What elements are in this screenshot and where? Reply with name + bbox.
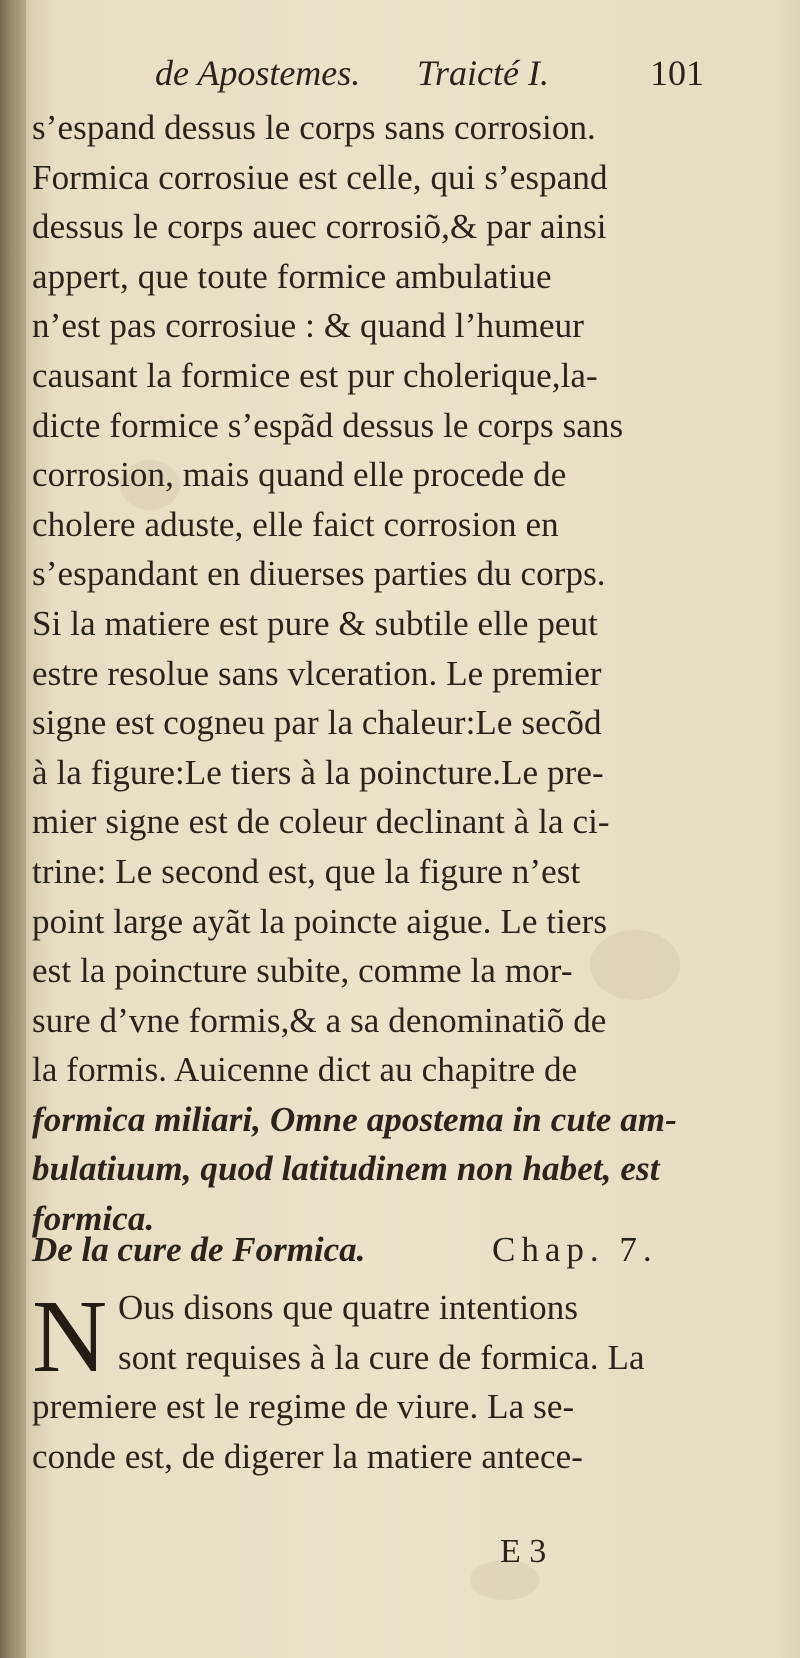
text-line: sont requises à la cure de formica. La: [118, 1337, 645, 1377]
text-line: cholere aduste, elle faict corrosion en: [32, 504, 559, 544]
header-treatise: Traicté I.: [417, 53, 549, 93]
text-line: mier signe est de coleur declinant à la ci-: [32, 802, 610, 842]
text-line: causant la formice est pur cholerique,la-: [32, 355, 598, 395]
text-line: est la poincture subite, comme la mor-: [32, 951, 573, 991]
text-line: dicte formice s’espãd dessus le corps sans: [32, 405, 624, 445]
header-title: de Apostemes.: [155, 53, 361, 93]
paragraph-cure: [32, 1279, 752, 1481]
text-line: appert, que toute formice ambulatiue: [32, 256, 552, 296]
text-line: Formica corrosiue est celle, qui s’espand: [32, 157, 608, 197]
text-line: s’espand dessus le corps sans corrosion.: [32, 108, 596, 147]
text-line: sure d’vne formis,& a sa denominatiõ de: [32, 1000, 607, 1040]
text-line: estre resolue sans vlceration. Le premier: [32, 653, 602, 693]
drop-cap: N: [32, 1279, 108, 1394]
text-line: bulatiuum, quod latitudinem non habet, est: [32, 1149, 660, 1189]
text-line: corrosion, mais quand elle procede de: [32, 455, 567, 495]
text-line: la formis. Auicenne dict au chapitre de: [32, 1050, 578, 1090]
text-line: formica miliari, Omne apostema in cute am-: [32, 1099, 677, 1139]
text-line: trine: Le second est, que la figure n’est: [32, 851, 581, 891]
text-line: n’est pas corrosiue : & quand l’humeur: [32, 306, 584, 346]
signature-mark: E 3: [500, 1533, 547, 1570]
running-header: [155, 52, 755, 102]
chapter-number: Chap. 7.: [492, 1230, 658, 1269]
text-line: à la figure:Le tiers à la poincture.Le pre-: [32, 752, 604, 792]
text-line: Ous disons que quatre intentions: [118, 1288, 579, 1327]
text-line: s’espandant en diuerses parties du corps.: [32, 554, 606, 594]
chapter-heading: [32, 1230, 752, 1280]
paragraph-body: [32, 103, 752, 1244]
book-spine-shadow: [0, 0, 26, 1658]
text-line: premiere est le regime de viure. La se-: [32, 1387, 575, 1427]
page-number: 101: [650, 53, 704, 93]
text-line: conde est, de digerer la matiere antece-: [32, 1436, 584, 1476]
text-line: signe est cogneu par la chaleur:Le secõd: [32, 703, 602, 743]
text-line: formica.: [32, 1199, 155, 1239]
text-line: dessus le corps auec corrosiõ,& par ainsi: [32, 207, 607, 247]
text-line: point large ayãt la poincte aigue. Le tiers: [32, 901, 608, 941]
chapter-title: De la cure de Formica.: [32, 1230, 366, 1269]
text-line: Si la matiere est pure & subtile elle peut: [32, 603, 598, 643]
